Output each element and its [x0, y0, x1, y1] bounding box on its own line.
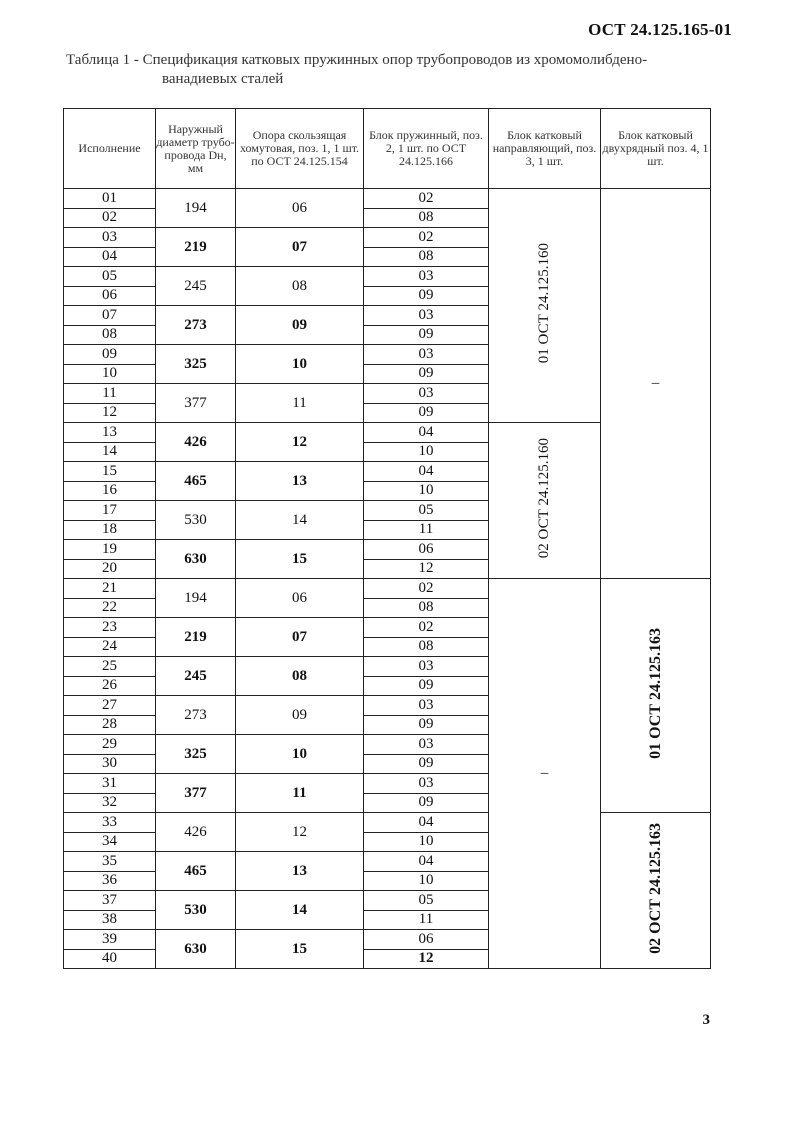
spring-block-cell: 04: [364, 813, 489, 833]
roller-guide-block-cell-text: 01 ОСТ 24.125.160: [536, 242, 552, 364]
spring-block-cell: 03: [364, 384, 489, 404]
variant-cell: 17: [64, 501, 156, 521]
variant-cell: 07: [64, 306, 156, 326]
variant-cell: 05: [64, 267, 156, 287]
spring-block-cell: 02: [364, 228, 489, 248]
page-number: 3: [702, 1012, 710, 1028]
variant-cell: 02: [64, 208, 156, 228]
spring-block-cell: 04: [364, 423, 489, 443]
column-header-diameter: Наружный диаметр трубо-провода Dн, мм: [156, 109, 236, 189]
variant-cell: 13: [64, 423, 156, 443]
variant-cell: 10: [64, 364, 156, 384]
roller-guide-block-dash-cell: –: [489, 579, 601, 969]
diameter-cell: 325: [156, 345, 236, 384]
spring-block-cell: 05: [364, 501, 489, 521]
variant-cell: 06: [64, 286, 156, 306]
spring-block-cell: 09: [364, 754, 489, 774]
double-roller-block-cell: [601, 813, 711, 969]
spring-block-cell: 09: [364, 403, 489, 423]
specification-table: [63, 108, 711, 969]
spring-block-cell: 10: [364, 832, 489, 852]
support-cell: 10: [236, 345, 364, 384]
column-header-spring-block: Блок пружинный, поз. 2, 1 шт. по ОСТ 24.125.166: [364, 109, 489, 189]
diameter-cell: 245: [156, 657, 236, 696]
variant-cell: 37: [64, 891, 156, 911]
variant-cell: 04: [64, 247, 156, 267]
support-cell: 06: [236, 189, 364, 228]
spring-block-cell: 10: [364, 481, 489, 501]
support-cell: 12: [236, 813, 364, 852]
roller-guide-block-cell-text: 02 ОСТ 24.125.160: [536, 437, 552, 559]
spring-block-cell: 10: [364, 871, 489, 891]
spring-block-cell: 03: [364, 345, 489, 365]
diameter-cell: 194: [156, 579, 236, 618]
table-caption-line1: Таблица 1 - Спецификация катковых пружинных опор трубопроводов из хромомолибдено-: [66, 52, 648, 68]
support-cell: 14: [236, 891, 364, 930]
roller-guide-block-cell: [489, 423, 601, 579]
spring-block-cell: 02: [364, 579, 489, 599]
diameter-cell: 530: [156, 891, 236, 930]
double-roller-block-dash-cell: –: [601, 189, 711, 579]
variant-cell: 21: [64, 579, 156, 599]
spring-block-cell: 02: [364, 189, 489, 209]
variant-cell: 39: [64, 930, 156, 950]
variant-cell: 20: [64, 559, 156, 579]
document-code-header: ОСТ 24.125.165-01: [588, 20, 732, 39]
spring-block-cell: 11: [364, 520, 489, 540]
variant-cell: 29: [64, 735, 156, 755]
spring-block-cell: 08: [364, 208, 489, 228]
spring-block-cell: 08: [364, 247, 489, 267]
table-body: [64, 189, 711, 969]
diameter-cell: 426: [156, 423, 236, 462]
variant-cell: 32: [64, 793, 156, 813]
variant-cell: 34: [64, 832, 156, 852]
diameter-cell: 219: [156, 618, 236, 657]
column-header-roller-guide-block: Блок катковый направляющий, поз. 3, 1 шт.: [489, 109, 601, 189]
support-cell: 07: [236, 618, 364, 657]
diameter-cell: 273: [156, 696, 236, 735]
spring-block-cell: 02: [364, 618, 489, 638]
table-row: [64, 813, 711, 833]
variant-cell: 26: [64, 676, 156, 696]
table-row: [64, 189, 711, 209]
support-cell: 12: [236, 423, 364, 462]
variant-cell: 38: [64, 910, 156, 930]
variant-cell: 36: [64, 871, 156, 891]
variant-cell: 25: [64, 657, 156, 677]
support-cell: 06: [236, 579, 364, 618]
support-cell: 07: [236, 228, 364, 267]
support-cell: 09: [236, 696, 364, 735]
variant-cell: 15: [64, 462, 156, 482]
spring-block-cell: 12: [364, 949, 489, 969]
table-row: [64, 579, 711, 599]
spring-block-cell: 08: [364, 637, 489, 657]
spring-block-cell: 03: [364, 774, 489, 794]
diameter-cell: 630: [156, 930, 236, 969]
support-cell: 14: [236, 501, 364, 540]
table-caption-line2: ванадиевых сталей: [162, 71, 284, 87]
diameter-cell: 530: [156, 501, 236, 540]
roller-guide-block-cell: [489, 189, 601, 423]
variant-cell: 40: [64, 949, 156, 969]
spring-block-cell: 04: [364, 852, 489, 872]
support-cell: 10: [236, 735, 364, 774]
support-cell: 13: [236, 852, 364, 891]
variant-cell: 01: [64, 189, 156, 209]
table-caption: [66, 51, 726, 89]
spring-block-cell: 09: [364, 715, 489, 735]
support-cell: 15: [236, 540, 364, 579]
variant-cell: 09: [64, 345, 156, 365]
spring-block-cell: 03: [364, 735, 489, 755]
variant-cell: 16: [64, 481, 156, 501]
support-cell: 11: [236, 774, 364, 813]
spring-block-cell: 09: [364, 364, 489, 384]
spring-block-cell: 12: [364, 559, 489, 579]
column-header-double-roller-block: Блок катковый двухрядный поз. 4, 1 шт.: [601, 109, 711, 189]
variant-cell: 31: [64, 774, 156, 794]
diameter-cell: 426: [156, 813, 236, 852]
spring-block-cell: 06: [364, 540, 489, 560]
double-roller-block-cell: [601, 579, 711, 813]
support-cell: 08: [236, 657, 364, 696]
spring-block-cell: 09: [364, 286, 489, 306]
support-cell: 11: [236, 384, 364, 423]
variant-cell: 11: [64, 384, 156, 404]
variant-cell: 24: [64, 637, 156, 657]
diameter-cell: 219: [156, 228, 236, 267]
spring-block-cell: 09: [364, 325, 489, 345]
diameter-cell: 377: [156, 774, 236, 813]
double-roller-block-cell-text: 01 ОСТ 24.125.163: [647, 627, 664, 759]
variant-cell: 12: [64, 403, 156, 423]
support-cell: 13: [236, 462, 364, 501]
spring-block-cell: 03: [364, 306, 489, 326]
diameter-cell: 465: [156, 462, 236, 501]
spring-block-cell: 11: [364, 910, 489, 930]
variant-cell: 35: [64, 852, 156, 872]
variant-cell: 08: [64, 325, 156, 345]
variant-cell: 27: [64, 696, 156, 716]
spring-block-cell: 03: [364, 696, 489, 716]
variant-cell: 33: [64, 813, 156, 833]
variant-cell: 23: [64, 618, 156, 638]
diameter-cell: 630: [156, 540, 236, 579]
diameter-cell: 377: [156, 384, 236, 423]
diameter-cell: 245: [156, 267, 236, 306]
spring-block-cell: 09: [364, 793, 489, 813]
spring-block-cell: 03: [364, 267, 489, 287]
variant-cell: 30: [64, 754, 156, 774]
variant-cell: 22: [64, 598, 156, 618]
variant-cell: 18: [64, 520, 156, 540]
spring-block-cell: 06: [364, 930, 489, 950]
diameter-cell: 194: [156, 189, 236, 228]
variant-cell: 28: [64, 715, 156, 735]
support-cell: 09: [236, 306, 364, 345]
variant-cell: 19: [64, 540, 156, 560]
spring-block-cell: 03: [364, 657, 489, 677]
spring-block-cell: 04: [364, 462, 489, 482]
spring-block-cell: 10: [364, 442, 489, 462]
diameter-cell: 273: [156, 306, 236, 345]
variant-cell: 14: [64, 442, 156, 462]
support-cell: 15: [236, 930, 364, 969]
diameter-cell: 465: [156, 852, 236, 891]
spring-block-cell: 05: [364, 891, 489, 911]
diameter-cell: 325: [156, 735, 236, 774]
column-header-variant: Исполнение: [64, 109, 156, 189]
double-roller-block-cell-text: 02 ОСТ 24.125.163: [647, 822, 664, 954]
column-header-sliding-support: Опора скользящая хомутовая, поз. 1, 1 шт. по ОСТ 24.125.154: [236, 109, 364, 189]
table-header-row: [64, 109, 711, 189]
spring-block-cell: 09: [364, 676, 489, 696]
support-cell: 08: [236, 267, 364, 306]
variant-cell: 03: [64, 228, 156, 248]
spring-block-cell: 08: [364, 598, 489, 618]
